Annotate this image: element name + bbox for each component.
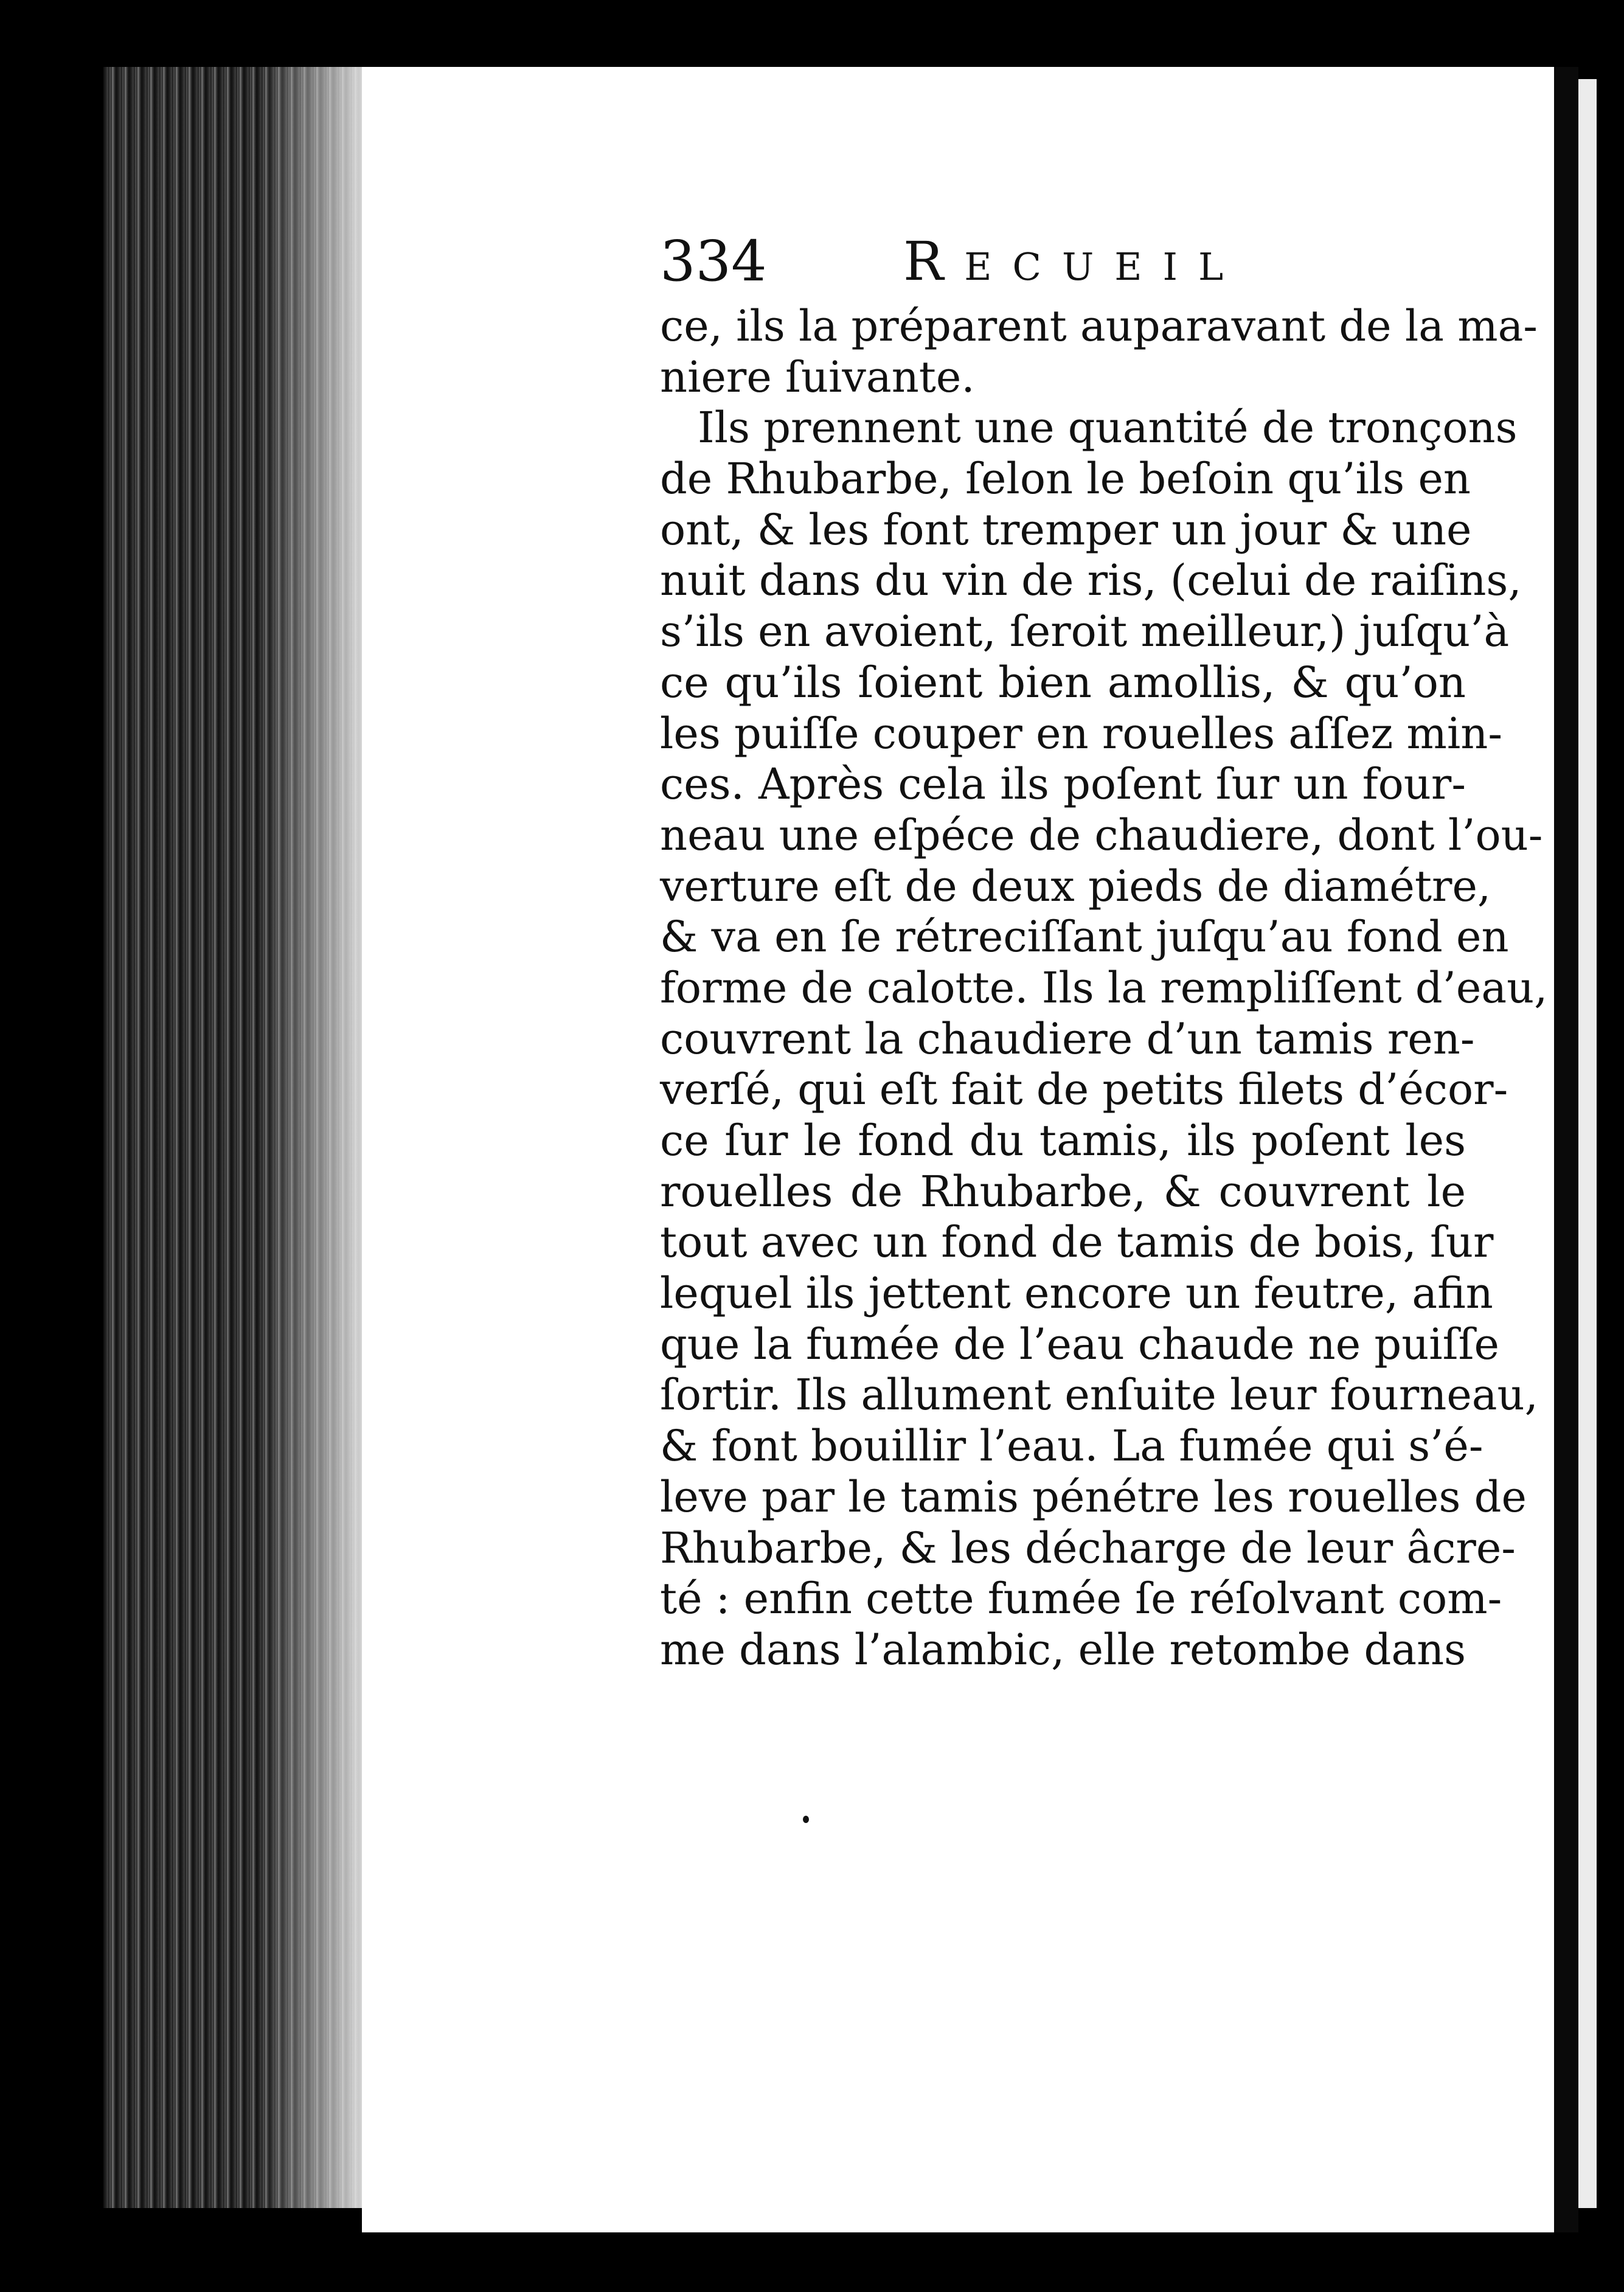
text-line: s’ils en avoient, ſeroit meilleur,) juſqu’à (660, 606, 1510, 657)
text-line: & va en ſe rétreciſſant juſqu’au fond en (660, 912, 1509, 962)
text-line: ont, & les font tremper un jour & une (660, 504, 1472, 555)
text-line: neau une eſpéce de chaudiere, dont l’ou- (660, 810, 1543, 860)
text-line: ces. Après cela ils poſent ſur un four- (660, 759, 1466, 810)
text-line: té : enfin cette fumée ſe réſolvant com- (660, 1574, 1502, 1624)
text-line: forme de calotte. Ils la rempliſſent d’eau, (660, 962, 1548, 1013)
text-line: leve par le tamis pénétre les rouelles de (660, 1471, 1527, 1522)
text-line: tout avec un fond de tamis de bois, ſur (660, 1217, 1494, 1268)
facing-page-edge (1578, 79, 1597, 2208)
page-gutter-shadow (1554, 67, 1578, 2232)
text-line: Ils prennent une quantité de tronçons (698, 403, 1518, 453)
text-line: & font bouillir l’eau. La fumée qui s’é- (660, 1421, 1483, 1471)
page-number: 334 (660, 229, 767, 294)
page-header (660, 228, 1463, 295)
text-line: verſé, qui eſt fait de petits filets d’écor- (660, 1064, 1508, 1115)
text-line: verture eſt de deux pieds de diamétre, (660, 861, 1491, 911)
text-line: que la fumée de l’eau chaude ne puiſſe (660, 1319, 1499, 1369)
page-edge-shadow (262, 67, 365, 2208)
text-line: rouelles de Rhubarbe, & couvrent le (660, 1166, 1466, 1217)
text-line: ce ſur le fond du tamis, ils poſent les (660, 1116, 1466, 1165)
text-line: me dans l’alambic, elle retombe dans (660, 1624, 1466, 1675)
text-line: ce qu’ils ſoient bien amollis, & qu’on (660, 657, 1466, 707)
text-line: les puiſſe couper en rouelles aſſez min- (660, 708, 1502, 759)
text-line: niere ſuivante. (660, 352, 975, 402)
text-line: nuit dans du vin de ris, (celui de raiſins, (660, 555, 1522, 606)
body-text (660, 301, 1548, 1676)
ink-speck (803, 1816, 809, 1823)
text-line: lequel ils jettent encore un feutre, afin (660, 1268, 1493, 1319)
text-line: couvrent la chaudiere d’un tamis ren- (660, 1013, 1475, 1064)
text-line: de Rhubarbe, ſelon le beſoin qu’ils en (660, 454, 1471, 504)
text-line: ce, ils la préparent auparavant de la ma- (660, 301, 1538, 351)
running-head: Recueil (903, 230, 1244, 293)
text-line: ſortir. Ils allument enſuite leur fourneau, (660, 1370, 1538, 1420)
text-line: Rhubarbe, & les décharge de leur âcre- (660, 1523, 1516, 1573)
